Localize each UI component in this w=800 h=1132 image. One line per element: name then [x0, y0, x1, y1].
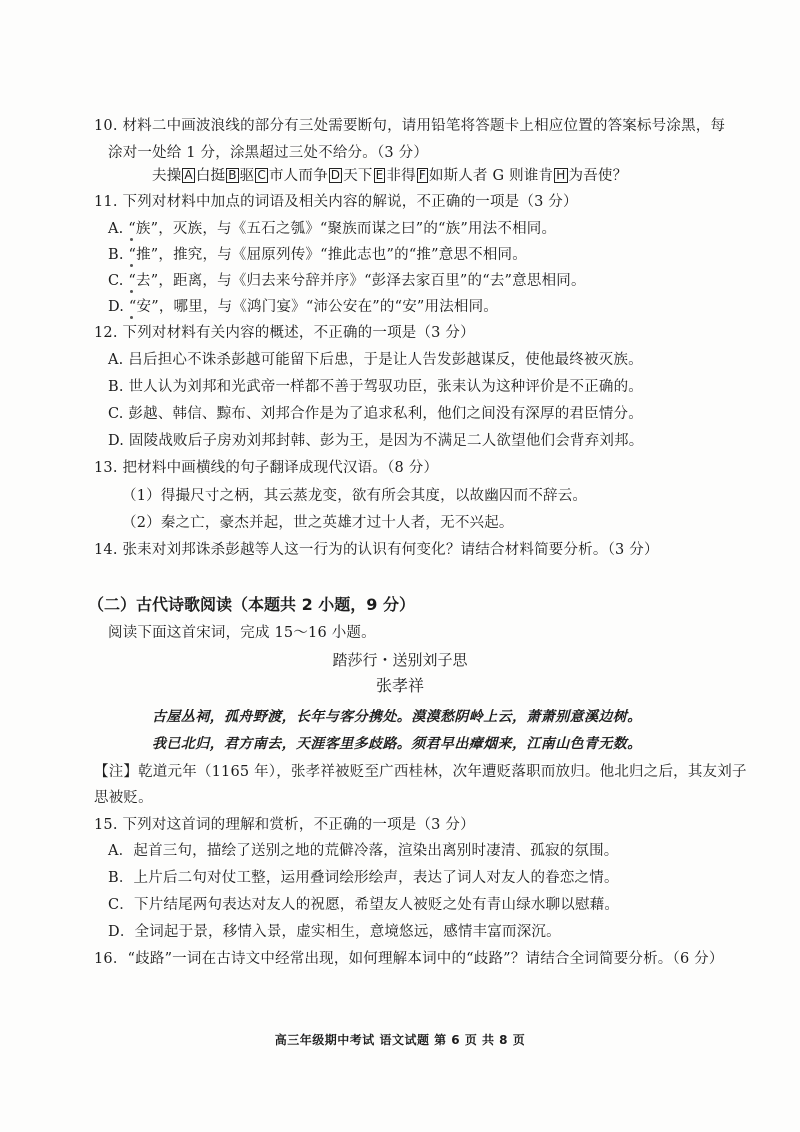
- q16-stem: 16．“歧路”一词在古诗文中经常出现，如何理解本词中的“歧路”？请结合全词简要分析。（6 分）: [94, 951, 724, 967]
- q11-stem: 11. 下列对材料中加点的词语及相关内容的解说，不正确的一项是（3 分）: [94, 194, 578, 210]
- q13-sentence-2: （2）秦之亡，豪杰并起，世之英雄才过十人者，无不兴起。: [122, 515, 514, 531]
- q10-seg: 天下: [343, 168, 373, 184]
- q10-mark-c: C: [257, 168, 266, 182]
- section-intro: 阅读下面这首宋词，完成 15～16 小题。: [108, 625, 376, 641]
- q11-option-c: C. “去”，距离，与《归去来兮辞并序》“彭泽去家百里”的“去”意思相同。: [108, 273, 586, 289]
- q10-sentence: [152, 166, 627, 186]
- q15-option-c: C．下片结尾两句表达对友人的祝愿，希望友人被贬之处有青山绿水聊以慰藉。: [108, 897, 620, 913]
- q15-stem: 15. 下列对这首词的理解和赏析，不正确的一项是（3 分）: [94, 817, 475, 833]
- q13-stem: 13. 把材料中画横线的句子翻译成现代汉语。（8 分）: [94, 460, 439, 476]
- q10-mark-f: F: [418, 168, 426, 182]
- q15-option-b: B．上片后二句对仗工整，运用叠词绘形绘声，表达了词人对友人的眷恋之情。: [108, 870, 619, 886]
- page-footer: 高三年级期中考试 语文试题 第 6 页 共 8 页: [274, 1033, 526, 1047]
- q10-seg: 白挺: [195, 168, 226, 184]
- q10-mark-d: D: [330, 168, 341, 182]
- q10-seg: 非得: [386, 168, 416, 184]
- q10-mark-e: E: [375, 168, 384, 182]
- q10-mark-b: B: [228, 168, 237, 182]
- q10-stem-line1: 10. 材料二中画波浪线的部分有三处需要断句，请用铅笔将答题卡上相应位置的答案标号涂黑，每: [94, 118, 726, 134]
- q10-seg: 如斯人者 G 则谁肯: [428, 168, 554, 184]
- poem-line-1: 古屋丛祠，孤舟野渡，长年与客分携处。漠漠愁阴岭上云，萧萧别意溪边树。: [152, 709, 642, 725]
- emphasis-dot: [130, 238, 133, 241]
- poem-line-2: 我已北归，君方南去，天涯客里多歧路。须君早出瘴烟来，江南山色青无数。: [152, 736, 642, 752]
- q10-seg: 为吾使？: [568, 168, 628, 184]
- emphasis-dot: [130, 290, 133, 293]
- section-title: （二）古代诗歌阅读（本题共 2 小题，9 分）: [88, 595, 415, 614]
- q12-option-d: D. 固陵战败后子房劝刘邦封韩、彭为王，是因为不满足二人欲望他们会背弃刘邦。: [108, 433, 644, 449]
- q15-option-a: A．起首三句，描绘了送别之地的荒僻冷落，渲染出离别时凄清、孤寂的氛围。: [108, 843, 619, 859]
- q10-mark-a: A: [184, 168, 193, 182]
- q15-option-d: D．全词起于景，移情入景，虚实相生，意境悠远，感情丰富而深沉。: [108, 924, 561, 940]
- emphasis-dot: [130, 316, 133, 319]
- q13-sentence-1: （1）得撮尺寸之柄，其云蒸龙变，欲有所会其度，以故幽囚而不辞云。: [122, 488, 588, 504]
- emphasis-dot: [130, 264, 133, 267]
- q12-option-b: B. 世人认为刘邦和光武帝一样都不善于驾驭功臣，张耒认为这种评价是不正确的。: [108, 379, 643, 395]
- q10-stem-line2: 涂对一处给 1 分，涂黑超过三处不给分。（3 分）: [108, 145, 429, 161]
- q10-seg: 驱: [239, 168, 255, 184]
- q12-option-c: C. 彭越、韩信、黥布、刘邦合作是为了追求私利，他们之间没有深厚的君臣情分。: [108, 406, 643, 422]
- q10-seg: 市人而争: [268, 168, 328, 184]
- q10-seg: 夫操: [152, 168, 182, 184]
- q11-option-d: D. “安”，哪里，与《鸿门宴》“沛公安在”的“安”用法相同。: [108, 299, 499, 315]
- note-line-1: 【注】乾道元年（1165 年），张孝祥被贬至广西桂林，次年遭贬落职而放归。他北归之后，其友刘子: [94, 764, 747, 780]
- q12-stem: 12. 下列对材料有关内容的概述，不正确的一项是（3 分）: [94, 325, 475, 341]
- q14-stem: 14. 张耒对刘邦诛杀彭越等人这一行为的认识有何变化？请结合材料简要分析。（3 分）: [94, 542, 659, 558]
- q12-option-a: A. 吕后担心不诛杀彭越可能留下后患，于是让人告发彭越谋反，使他最终被灭族。: [108, 352, 643, 368]
- q10-mark-h: H: [556, 168, 566, 182]
- note-line-2: 思被贬。: [94, 790, 153, 806]
- q11-option-a: A. “族”，灭族，与《五石之瓠》“聚族而谋之曰”的“族”用法不相同。: [108, 221, 557, 237]
- poem-author: 张孝祥: [375, 676, 424, 695]
- q11-option-b: B. “推”，推究，与《屈原列传》“推此志也”的“推”意思不相同。: [108, 247, 527, 263]
- poem-title: 踏莎行・送别刘子思: [332, 651, 468, 669]
